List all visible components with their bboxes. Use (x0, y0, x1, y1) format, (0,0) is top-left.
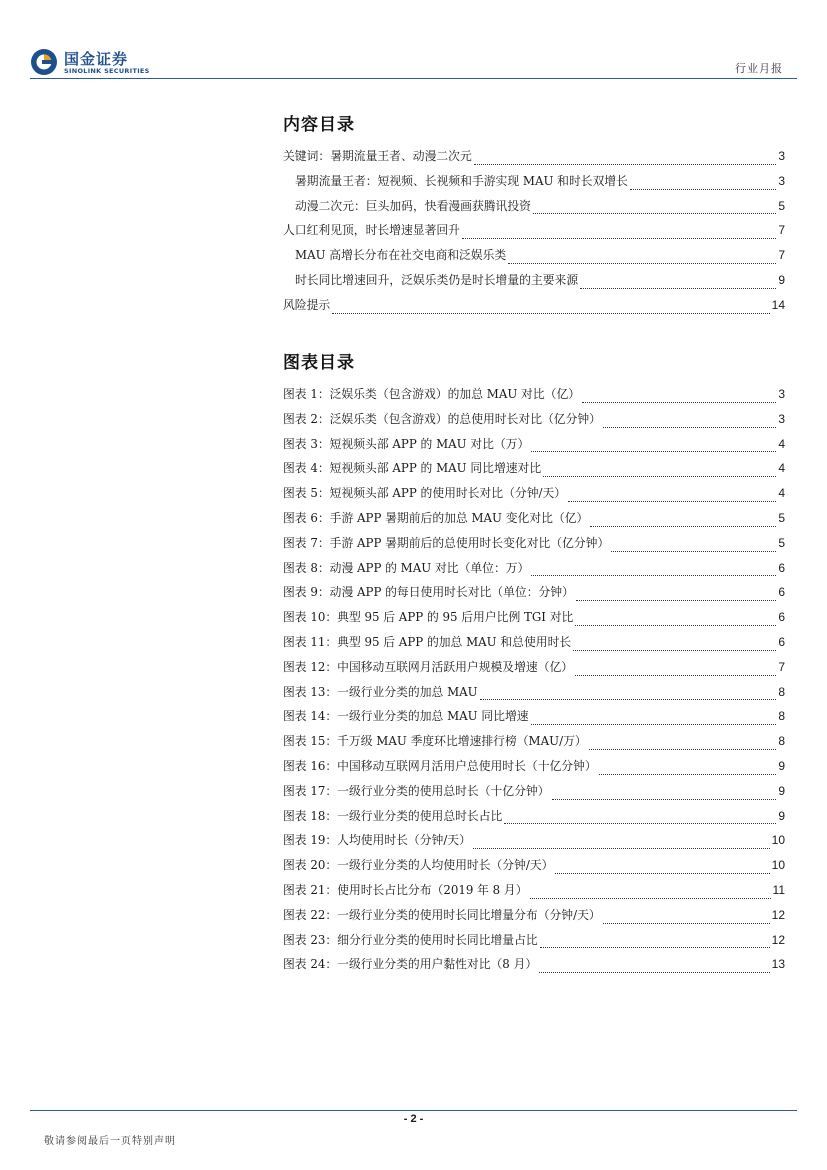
figure-entry-text: 图表 12：中国移动互联网月活跃用户规模及增速（亿） (283, 659, 574, 674)
dot-leader (599, 774, 777, 775)
header-divider (30, 78, 797, 79)
contents-entry-text: 风险提示 (283, 297, 331, 312)
figure-entry-text: 图表 1：泛娱乐类（包含游戏）的加总 MAU 对比（亿） (283, 387, 581, 401)
figure-entry[interactable] (283, 509, 785, 534)
figure-entry-page: 6 (778, 634, 785, 649)
contents-entry-text: 人口红利见顶，时长增速显著回升 (283, 223, 460, 238)
figure-entry-text: 图表 8：动漫 APP 的 MAU 对比（单位：万） (283, 560, 530, 575)
figure-entry-text: 图表 19：人均使用时长（分钟/天） (283, 833, 471, 848)
figure-entry[interactable] (283, 559, 785, 584)
contents-entry-text: 暑期流量王者：短视频、长视频和手游实现 MAU 和时长双增长 (295, 173, 628, 188)
figure-entry[interactable] (283, 955, 785, 980)
figure-entry-text: 图表 18：一级行业分类的使用总时长占比 (283, 808, 503, 823)
dot-leader (582, 402, 776, 403)
figure-entry-page: 4 (778, 486, 785, 501)
footer-divider (30, 1110, 797, 1111)
logo-chinese-name: 国金证券 (64, 50, 129, 68)
contents-entry[interactable] (283, 147, 785, 172)
dot-leader (590, 526, 776, 527)
dot-leader (552, 799, 777, 800)
dot-leader (539, 972, 769, 973)
figure-entry-page: 8 (778, 734, 785, 749)
dot-leader (568, 501, 776, 502)
figure-entry-page: 8 (778, 709, 785, 724)
contents-entry-page: 5 (778, 198, 785, 213)
dot-leader (462, 238, 776, 239)
dot-leader (530, 898, 771, 899)
figure-entry[interactable] (283, 732, 785, 757)
figure-entry-text: 图表 9：动漫 APP 的每日使用时长对比（单位：分钟） (283, 585, 574, 600)
figure-entry-page: 9 (778, 758, 785, 773)
figure-entry-text: 图表 2：泛娱乐类（包含游戏）的总使用时长对比（亿分钟） (283, 411, 601, 426)
contents-entry-text: MAU 高增长分布在社交电商和泛娱乐类 (295, 248, 507, 263)
figure-entry-text: 图表 21：使用时长占比分布（2019 年 8 月） (283, 882, 528, 897)
figure-entry-page: 7 (778, 659, 785, 674)
figure-entry-page: 13 (771, 957, 785, 972)
figure-entry-page: 5 (778, 535, 785, 550)
dot-leader (575, 625, 776, 626)
dot-leader (504, 823, 776, 824)
dot-leader (603, 427, 776, 428)
dot-leader (531, 724, 777, 725)
dot-leader (533, 213, 776, 214)
figure-entry-page: 6 (778, 610, 785, 625)
figure-entry[interactable] (283, 410, 785, 435)
figure-entry[interactable] (283, 707, 785, 732)
figure-entry-text: 图表 15：千万级 MAU 季度环比增速排行榜（MAU/万） (283, 734, 587, 749)
figure-entry-page: 12 (771, 932, 785, 947)
dot-leader (531, 451, 776, 452)
dot-leader (573, 650, 776, 651)
figure-entry[interactable] (283, 931, 785, 956)
contents-entry-text: 时长同比增速回升，泛娱乐类仍是时长增量的主要来源 (295, 272, 579, 287)
figure-entry[interactable] (283, 683, 785, 708)
figure-entry-text: 图表 22：一级行业分类的使用时长同比增量分布（分钟/天） (283, 907, 601, 922)
figure-entry-text: 图表 6：手游 APP 暑期前后的加总 MAU 变化对比（亿） (283, 510, 589, 525)
figures-title: 图表目录 (283, 353, 355, 373)
figure-entry[interactable] (283, 459, 785, 484)
dot-leader (576, 600, 776, 601)
figure-entry-page: 10 (771, 833, 785, 848)
dot-leader (611, 551, 776, 552)
dot-leader (474, 164, 777, 165)
dot-leader (540, 947, 770, 948)
disclaimer-note: 敬请参阅最后一页特别声明 (44, 1136, 176, 1147)
figure-entry-text: 图表 20：一级行业分类的人均使用时长（分钟/天） (283, 858, 554, 873)
dot-leader (332, 313, 769, 314)
figure-entry-text: 图表 4：短视频头部 APP 的 MAU 同比增速对比 (283, 461, 542, 476)
figure-entry[interactable] (283, 856, 785, 881)
contents-list (283, 147, 785, 321)
figure-entry-page: 6 (778, 560, 785, 575)
figure-entry-page: 6 (778, 585, 785, 600)
dot-leader (473, 848, 770, 849)
figure-entry-page: 9 (778, 808, 785, 823)
contents-entry[interactable] (283, 296, 785, 321)
dot-leader (555, 873, 769, 874)
figure-entry[interactable] (283, 881, 785, 906)
contents-entry[interactable] (283, 246, 785, 271)
sinolink-logo-icon (30, 48, 58, 76)
figure-entry[interactable] (283, 782, 785, 807)
figure-entry-text: 图表 7：手游 APP 暑期前后的总使用时长变化对比（亿分钟） (283, 535, 610, 550)
figure-entry-text: 图表 5：短视频头部 APP 的使用时长对比（分钟/天） (283, 486, 567, 501)
contents-entry[interactable] (283, 221, 785, 246)
dot-leader (480, 699, 777, 700)
figure-entry-text: 图表 23：细分行业分类的使用时长同比增量占比 (283, 932, 538, 947)
figure-entry[interactable] (283, 484, 785, 509)
figure-entry-text: 图表 13：一级行业分类的加总 MAU (283, 684, 478, 699)
figure-entry-text: 图表 16：中国移动互联网月活用户总使用时长（十亿分钟） (283, 758, 597, 773)
contents-entry[interactable] (283, 197, 785, 222)
figure-entry-text: 图表 14：一级行业分类的加总 MAU 同比增速 (283, 709, 529, 724)
figure-entry[interactable] (283, 534, 785, 559)
figure-entry[interactable] (283, 807, 785, 832)
figure-entry-page: 3 (778, 411, 785, 426)
figure-entry-text: 图表 17：一级行业分类的使用总时长（十亿分钟） (283, 783, 550, 798)
figure-entry[interactable] (283, 385, 785, 410)
contents-entry-text: 关键词：暑期流量王者、动漫二次元 (283, 149, 472, 163)
contents-entry-page: 3 (778, 149, 785, 163)
figure-entry-page: 3 (778, 387, 785, 401)
contents-title: 内容目录 (283, 115, 355, 135)
figure-entry-page: 4 (778, 461, 785, 476)
contents-entry-page: 7 (778, 223, 785, 238)
dot-leader (508, 263, 776, 264)
dot-leader (630, 189, 776, 190)
figure-entry-text: 图表 10：典型 95 后 APP 的 95 后用户比例 TGI 对比 (283, 610, 574, 625)
figure-entry[interactable] (283, 435, 785, 460)
figure-entry[interactable] (283, 658, 785, 683)
figures-list (283, 385, 785, 980)
figure-entry[interactable] (283, 608, 785, 633)
dot-leader (575, 675, 776, 676)
dot-leader (580, 288, 776, 289)
contents-entry-page: 3 (778, 173, 785, 188)
contents-entry-page: 9 (778, 272, 785, 287)
figure-entry[interactable] (283, 757, 785, 782)
contents-section (283, 110, 785, 321)
dot-leader (543, 476, 776, 477)
logo-english-name: SINOLINK SECURITIES (64, 67, 150, 75)
page-number: - 2 - (403, 1113, 424, 1125)
figure-entry-page: 12 (771, 907, 785, 922)
figure-entry-text: 图表 24：一级行业分类的用户黏性对比（8 月） (283, 957, 538, 972)
figure-entry[interactable] (283, 906, 785, 931)
dot-leader (589, 749, 777, 750)
figure-entry-page: 11 (772, 882, 785, 897)
contents-entry-text: 动漫二次元：巨头加码，快看漫画获腾讯投资 (295, 198, 531, 213)
figure-entry-page: 5 (778, 510, 785, 525)
contents-entry-page: 14 (771, 297, 785, 312)
contents-entry[interactable] (283, 172, 785, 197)
figure-entry-page: 10 (771, 858, 785, 873)
figure-entry-page: 9 (778, 783, 785, 798)
dot-leader (531, 575, 776, 576)
figure-entry-page: 8 (778, 684, 785, 699)
contents-entry-page: 7 (778, 248, 785, 263)
figures-section (283, 348, 785, 980)
figure-entry-text: 图表 3：短视频头部 APP 的 MAU 对比（万） (283, 436, 530, 451)
page-header (0, 0, 827, 80)
figure-entry-text: 图表 11：典型 95 后 APP 的加总 MAU 和总使用时长 (283, 634, 572, 649)
dot-leader (603, 923, 770, 924)
document-type: 行业月报 (735, 62, 783, 75)
figure-entry[interactable] (283, 583, 785, 608)
figure-entry[interactable] (283, 831, 785, 856)
contents-entry[interactable] (283, 271, 785, 296)
sinolink-logo (30, 44, 160, 78)
figure-entry[interactable] (283, 633, 785, 658)
figure-entry-page: 4 (778, 436, 785, 451)
